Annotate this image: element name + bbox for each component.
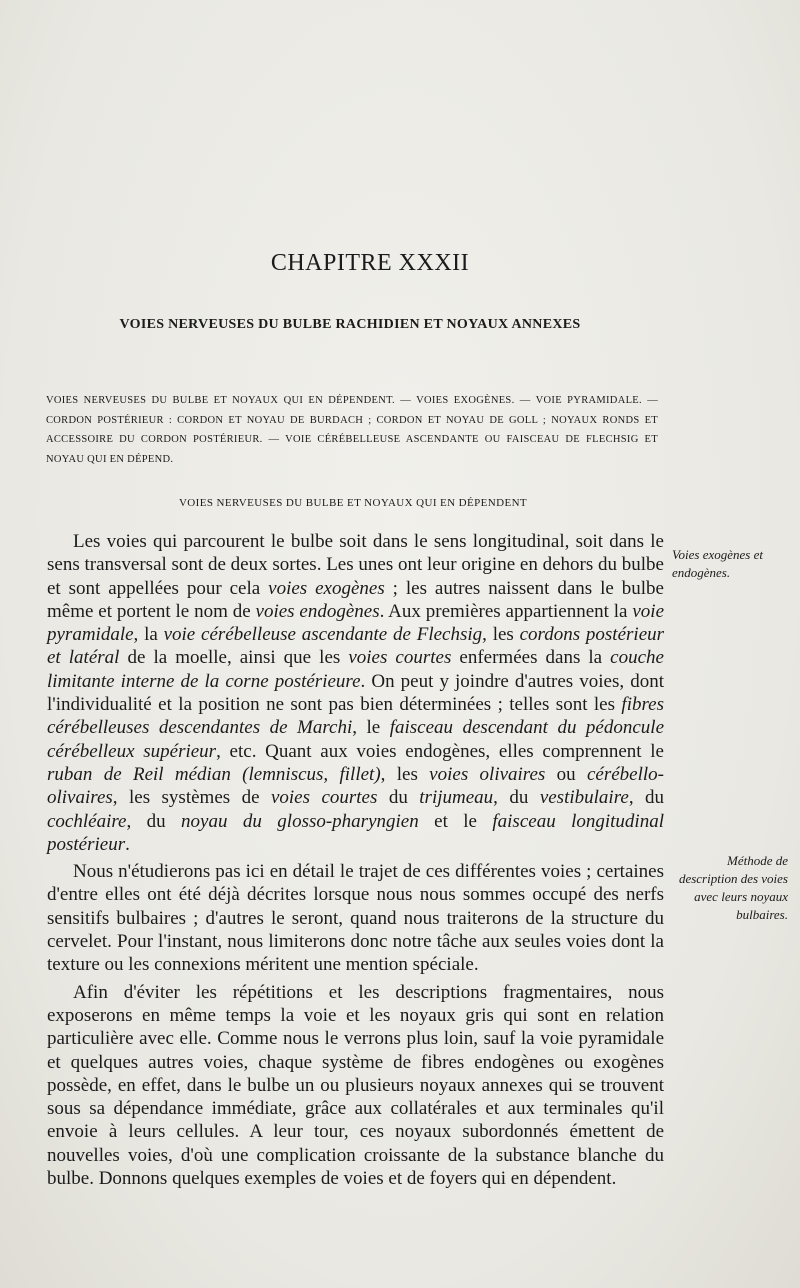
text-run: Les voies qui parcourent le bulbe soit dans le sens longitudinal, soit dans le sens transversal sont de deux sortes. Les unes ont leur origine en dehors du bulbe et sont appellées pour cela (47, 531, 664, 599)
italic-run: cochléaire (47, 810, 127, 832)
text-run: du (377, 787, 420, 809)
text-run: , du (126, 810, 182, 832)
italic-run: voies endogènes (255, 600, 380, 622)
text-run: de la moelle, ainsi que les (119, 647, 349, 669)
italic-run: ruban de Reil médian (lemniscus, fillet) (47, 763, 381, 785)
italic-run: noyau du glosso-pharyngien (181, 810, 419, 832)
text-run: . (125, 833, 130, 855)
italic-run: vestibulaire (539, 787, 629, 809)
text-run: ou (545, 763, 587, 785)
italic-run: faisceau descendant du pédoncule cérébelleux supérieur (47, 717, 664, 762)
italic-run: cérébello-olivaires (47, 763, 664, 809)
paragraph (47, 860, 664, 976)
italic-run: voie cérébelleuse ascendante de Flechsig (163, 624, 483, 646)
margin-note: Voies exogènes et endogènes. (672, 547, 763, 580)
text-run: . On peut y joindre d'autres voies, dont l'individualité et la position ne sont pas bien déterminées ; telles sont les (47, 670, 664, 716)
text-run: , le (352, 717, 390, 739)
text-run: Nous n'étudierons pas ici en détail le trajet de ces différentes voies ; certaines d'entre elles ont été déjà décrites lorsque nous nous sommes occupé des nerfs sensitifs bulbaires ; d'autres le seront, quand nous traiterons de la structure du cervelet. Pour l'instant, nous limiterons donc notre tâche aux seules voies dont la texture ou les connexions méritent une mention spéciale. (47, 861, 664, 976)
chapter-title: CHAPITRE XXXII (270, 250, 470, 276)
text-run: , etc. Quant aux voies endogènes, elles comprennent le (216, 740, 664, 762)
italic-run: voies olivaires (429, 763, 546, 785)
text-run: , la (133, 624, 164, 646)
italic-run: cordons postérieur et latéral (47, 624, 665, 669)
text-run: enfermées dans la (451, 647, 611, 669)
italic-run: voies courtes (270, 787, 378, 809)
margin-note: Méthode de description des voies avec leurs noyaux bulbaires. (678, 853, 788, 922)
italic-run: fibres cérébelleuses descendantes de Marchi (47, 694, 664, 739)
text-run: . Aux premières appartiennent la (379, 600, 633, 622)
text-run: ; les autres naissent dans le bulbe même et portent le nom de (47, 577, 664, 622)
text-run: , les systèmes de (112, 787, 271, 809)
subsection-title: VOIES NERVEUSES DU BULBE ET NOYAUX QUI EN DÉPENDENT (178, 497, 528, 509)
text-run: , du (493, 787, 540, 809)
italic-run: couche limitante interne de la corne postérieure (47, 647, 664, 692)
text-run: Afin d'éviter les répétitions et les descriptions fragmentaires, nous exposerons en même temps la voie et les noyaux gris qui sont en relation particulière avec elle. Comme nous le verrons plus loin, sauf la voie pyramidale et quelques autres voies, chaque système de fibres endogènes ou exogènes possède, en effet, dans le bulbe un ou plusieurs noyaux annexes qui se trouvent sous sa dépendance immédiate, grâce aux collatérales et aux terminales qu'il envoie à leurs cellules. A leur tour, ces noyaux subordonnés émettent de nouvelles voies, d'où une complication croissante de la substance blanche du bulbe. Donnons quelques exemples de voies et de foyers qui en dépendent. (47, 981, 664, 1190)
italic-run: voie pyramidale (47, 600, 665, 646)
chapter-summary: VOIES NERVEUSES DU BULBE ET NOYAUX QUI EN DÉPENDENT. — VOIES EXOGÈNES. — VOIE PYRAMIDALE. — CORDON POSTÉRIEUR : CORDON ET NOYAU DE BURDACH ; CORDON ET NOYAU DE GOLL ; NOYAUX RONDS ET ACCESSOIRE DU CORDON POSTÉRIEUR. — VOIE CÉRÉBELLEUSE ASCENDANTE OU FAISCEAU DE FLECHSIG ET NOYAU QUI EN DÉPEND. (46, 395, 658, 465)
text-run: et le (418, 810, 493, 832)
paragraph (47, 530, 664, 856)
section-title: VOIES NERVEUSES DU BULBE RACHIDIEN ET NOYAUX ANNEXES (119, 317, 581, 332)
italic-run: voies exogènes (268, 577, 385, 599)
body-text (47, 530, 664, 1190)
italic-run: voies courtes (348, 647, 452, 669)
italic-run: trijumeau (419, 787, 494, 809)
text-run: , les (482, 624, 520, 646)
text-run: , du (628, 787, 665, 809)
text-run: , les (380, 763, 430, 785)
paragraph (47, 981, 664, 1191)
italic-run: faisceau longitudinal postérieur (47, 810, 664, 855)
